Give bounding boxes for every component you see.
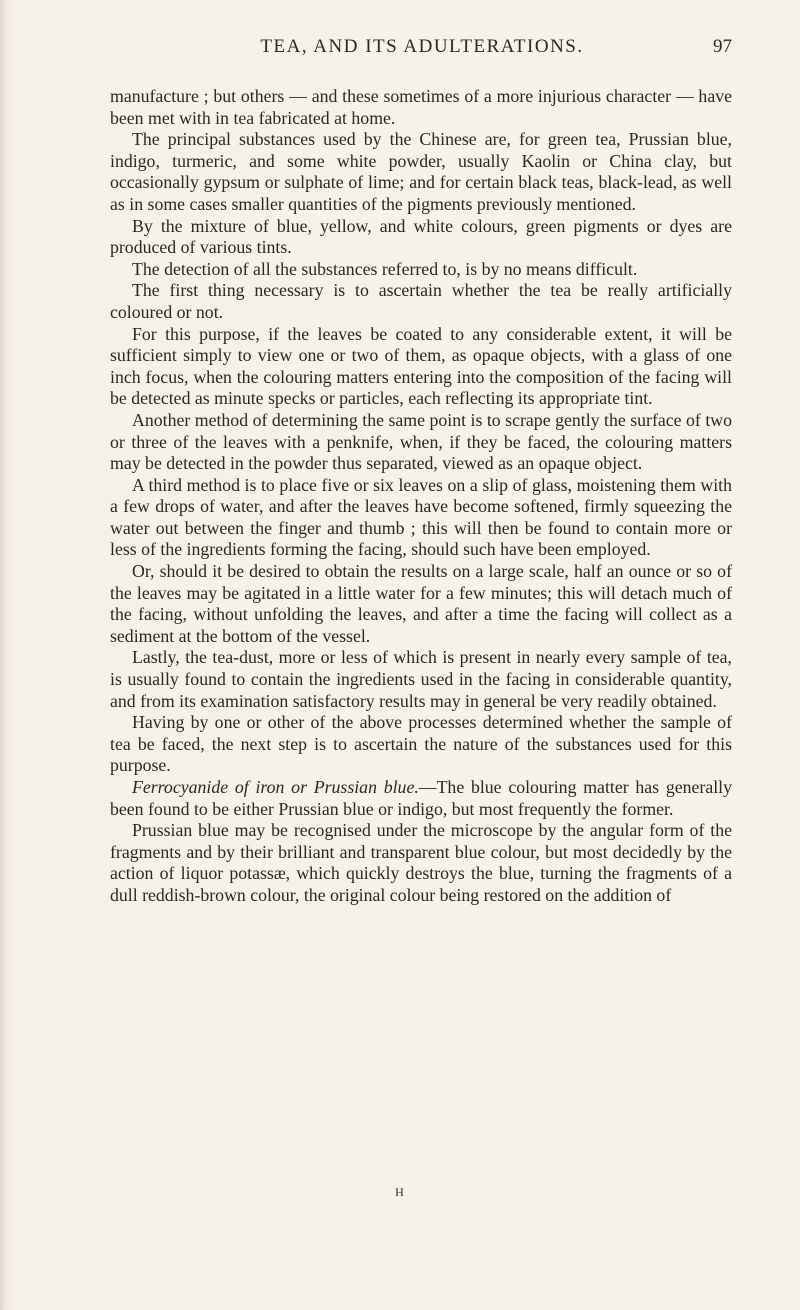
paragraph: The first thing necessary is to ascertain whether the tea be really artificially coloured or not. xyxy=(110,280,732,322)
paragraph: Prussian blue may be recognised under the microscope by the angular form of the fragments and by their brilliant and transparent blue colour, but most decidedly by the action of liquor potassæ, which quickly destroys the blue, turning the fragments of a dull reddish-brown colour, the original colour being restored on the addition of xyxy=(110,820,732,905)
body-text xyxy=(110,86,732,907)
paragraph: Lastly, the tea-dust, more or less of which is present in nearly every sample of tea, is usually found to contain the ingredients used in the facing in considerable quantity, and from its examination satisfactory results may in general be very readily obtained. xyxy=(110,647,732,711)
page-header xyxy=(112,36,732,64)
section-text: —The blue colouring matter has generally been found to be either Prussian blue or indigo, but most frequently the former. xyxy=(110,777,732,819)
paragraph: manufacture ; but others — and these sometimes of a more injurious character — have been met with in tea fabricated at home. xyxy=(110,86,732,128)
section-paragraph xyxy=(110,777,732,820)
paragraph: Or, should it be desired to obtain the results on a large scale, half an ounce or so of the leaves may be agitated in a little water for a few minutes; this will detach much of the facing, without unfolding the leaves, and after a time the facing will collect as a sediment at the bottom of the vessel. xyxy=(110,561,732,646)
paragraph: A third method is to place five or six leaves on a slip of glass, moistening them with a few drops of water, and after the leaves have become softened, firmly squeezing the water out between the finger and thumb ; this will then be found to contain more or less of the ingredients forming the facing, should such have been employed. xyxy=(110,474,732,560)
paragraph: The detection of all the substances referred to, is by no means difficult. xyxy=(132,258,638,279)
signature-mark: H xyxy=(395,1185,405,1199)
paragraph: The principal substances used by the Chinese are, for green tea, Prussian blue, indigo, turmeric, and some white powder, usually Kaolin or China clay, but occasionally gypsum or sulphate of lime; and for certain black teas, black-lead, as well as in some cases smaller quantities of the pigments previously mentioned. xyxy=(110,129,732,214)
running-head: TEA, AND ITS ADULTERATIONS. xyxy=(260,36,584,57)
paragraph: Having by one or other of the above processes determined whether the sample of tea be faced, the next step is to ascertain the nature of the substances used for this purpose. xyxy=(110,712,732,776)
paragraph: Another method of determining the same point is to scrape gently the surface of two or three of the leaves with a penknife, when, if they be faced, the colouring matters may be detected in the powder thus separated, viewed as an opaque object. xyxy=(110,409,732,474)
page-number: 97 xyxy=(713,36,732,57)
paragraph: For this purpose, if the leaves be coated to any considerable extent, it will be sufficient simply to view one or two of them, as opaque objects, with a glass of one inch focus, when the colouring matters entering into the composition of the facing will be detected as minute specks or particles, each reflecting its appropriate tint. xyxy=(110,323,732,409)
paragraph: By the mixture of blue, yellow, and white colours, green pigments or dyes are produced of various tints. xyxy=(110,215,732,258)
section-heading: Ferrocyanide of iron or Prussian blue. xyxy=(132,777,419,797)
